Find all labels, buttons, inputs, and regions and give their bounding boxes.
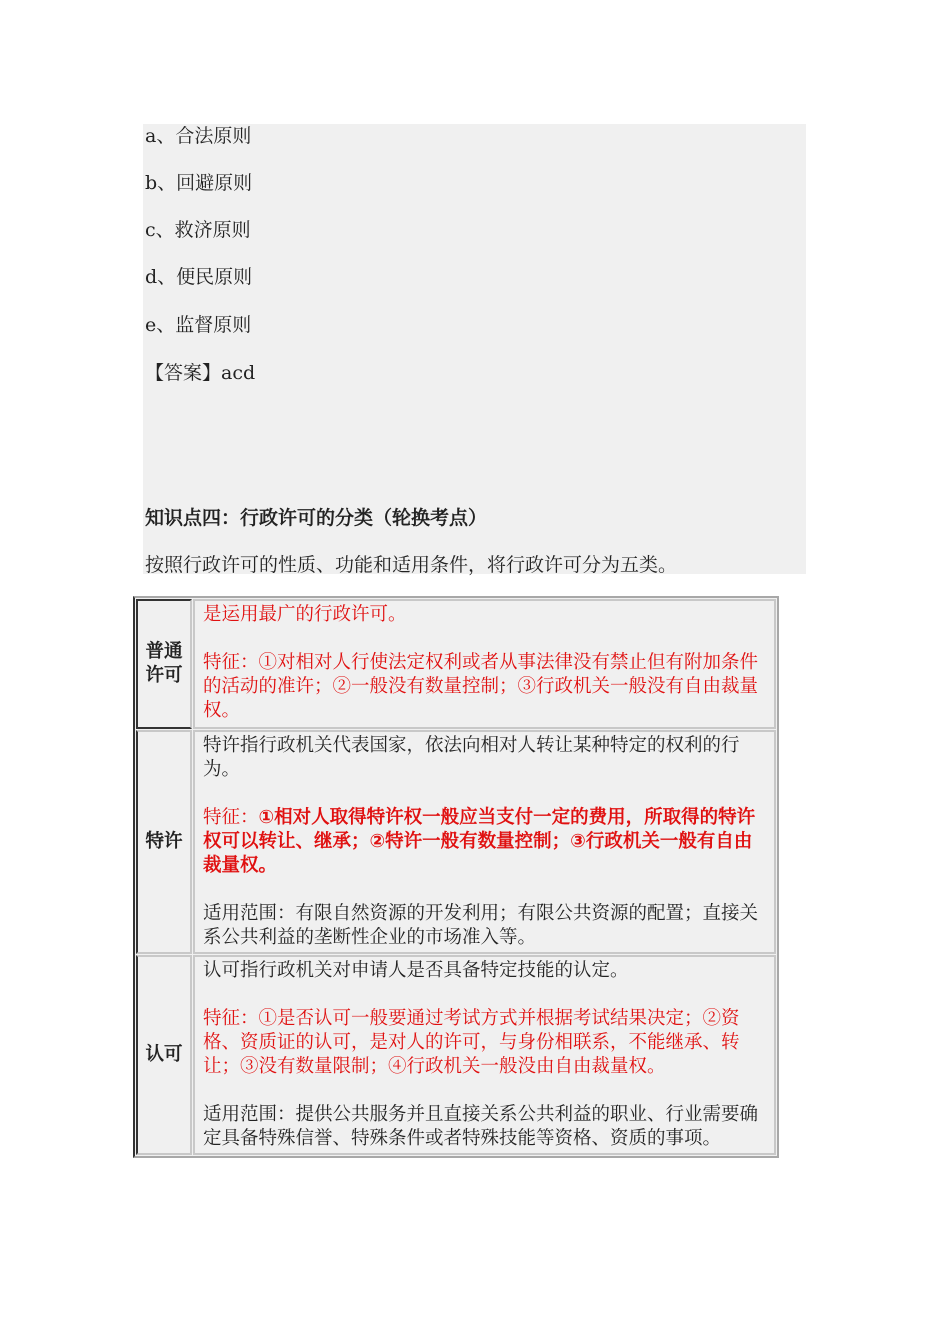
texu-desc: 特许指行政机关代表国家，依法向相对人转让某种特定的权利的行为。 [203, 735, 740, 780]
type-label-putong-2: 许可 [145, 665, 183, 686]
section-intro: 按照行政许可的性质、功能和适用条件，将行政许可分为五类。 [145, 554, 678, 576]
table-row-renke [136, 955, 776, 1155]
answer-line: 【答案】acd [145, 362, 256, 384]
texu-feature-prefix: 特征： [203, 807, 259, 828]
type-label-texu: 特许 [145, 831, 183, 852]
section-heading: 知识点四：行政许可的分类（轮换考点） [145, 507, 488, 529]
putong-feature: 特征：①对相对人行使法定权利或者从事法律没有禁止但有附加条件的活动的准许；②一般没有数量控制；③行政机关一般没有自由裁量权。 [203, 652, 759, 721]
option-c: c、救济原则 [145, 219, 251, 241]
type-label-putong-1: 普通 [145, 641, 183, 662]
renke-feature: 特征：①是否认可一般要通过考试方式并根据考试结果决定；②资格、资质证的认可，是对人的许可，与身份相联系，不能继承、转让；③没有数量限制；④行政机关一般没由自由裁量权。 [203, 1008, 740, 1077]
renke-scope: 适用范围：提供公共服务并且直接关系公共利益的职业、行业需要确定具备特殊信誉、特殊条件或者特殊技能等资格、资质的事项。 [203, 1104, 759, 1149]
content-cell-renke [193, 955, 776, 1155]
option-d: d、便民原则 [145, 266, 253, 288]
texu-feature-bold: ①相对人取得特许权一般应当支付一定的费用，所取得的特许权可以转让、继承；②特许一般有数量控制；③行政机关一般有自由裁量权。 [203, 807, 756, 876]
option-b: b、回避原则 [145, 172, 253, 194]
type-cell-texu [136, 730, 192, 954]
table-row-putong [136, 599, 776, 729]
renke-desc: 认可指行政机关对申请人是否具备特定技能的认定。 [203, 960, 629, 981]
putong-desc: 是运用最广的行政许可。 [203, 604, 407, 625]
content-cell-putong [193, 599, 776, 729]
option-a: a、合法原则 [145, 125, 252, 147]
type-cell-putong [136, 599, 192, 729]
permit-classification-table [133, 596, 779, 1158]
table-row-texu [136, 730, 776, 954]
option-e: e、监督原则 [145, 314, 252, 336]
type-label-renke: 认可 [145, 1044, 183, 1065]
type-cell-renke [136, 955, 192, 1155]
texu-scope: 适用范围：有限自然资源的开发利用；有限公共资源的配置；直接关系公共利益的垄断性企业的市场准入等。 [203, 903, 759, 948]
content-cell-texu [193, 730, 776, 954]
